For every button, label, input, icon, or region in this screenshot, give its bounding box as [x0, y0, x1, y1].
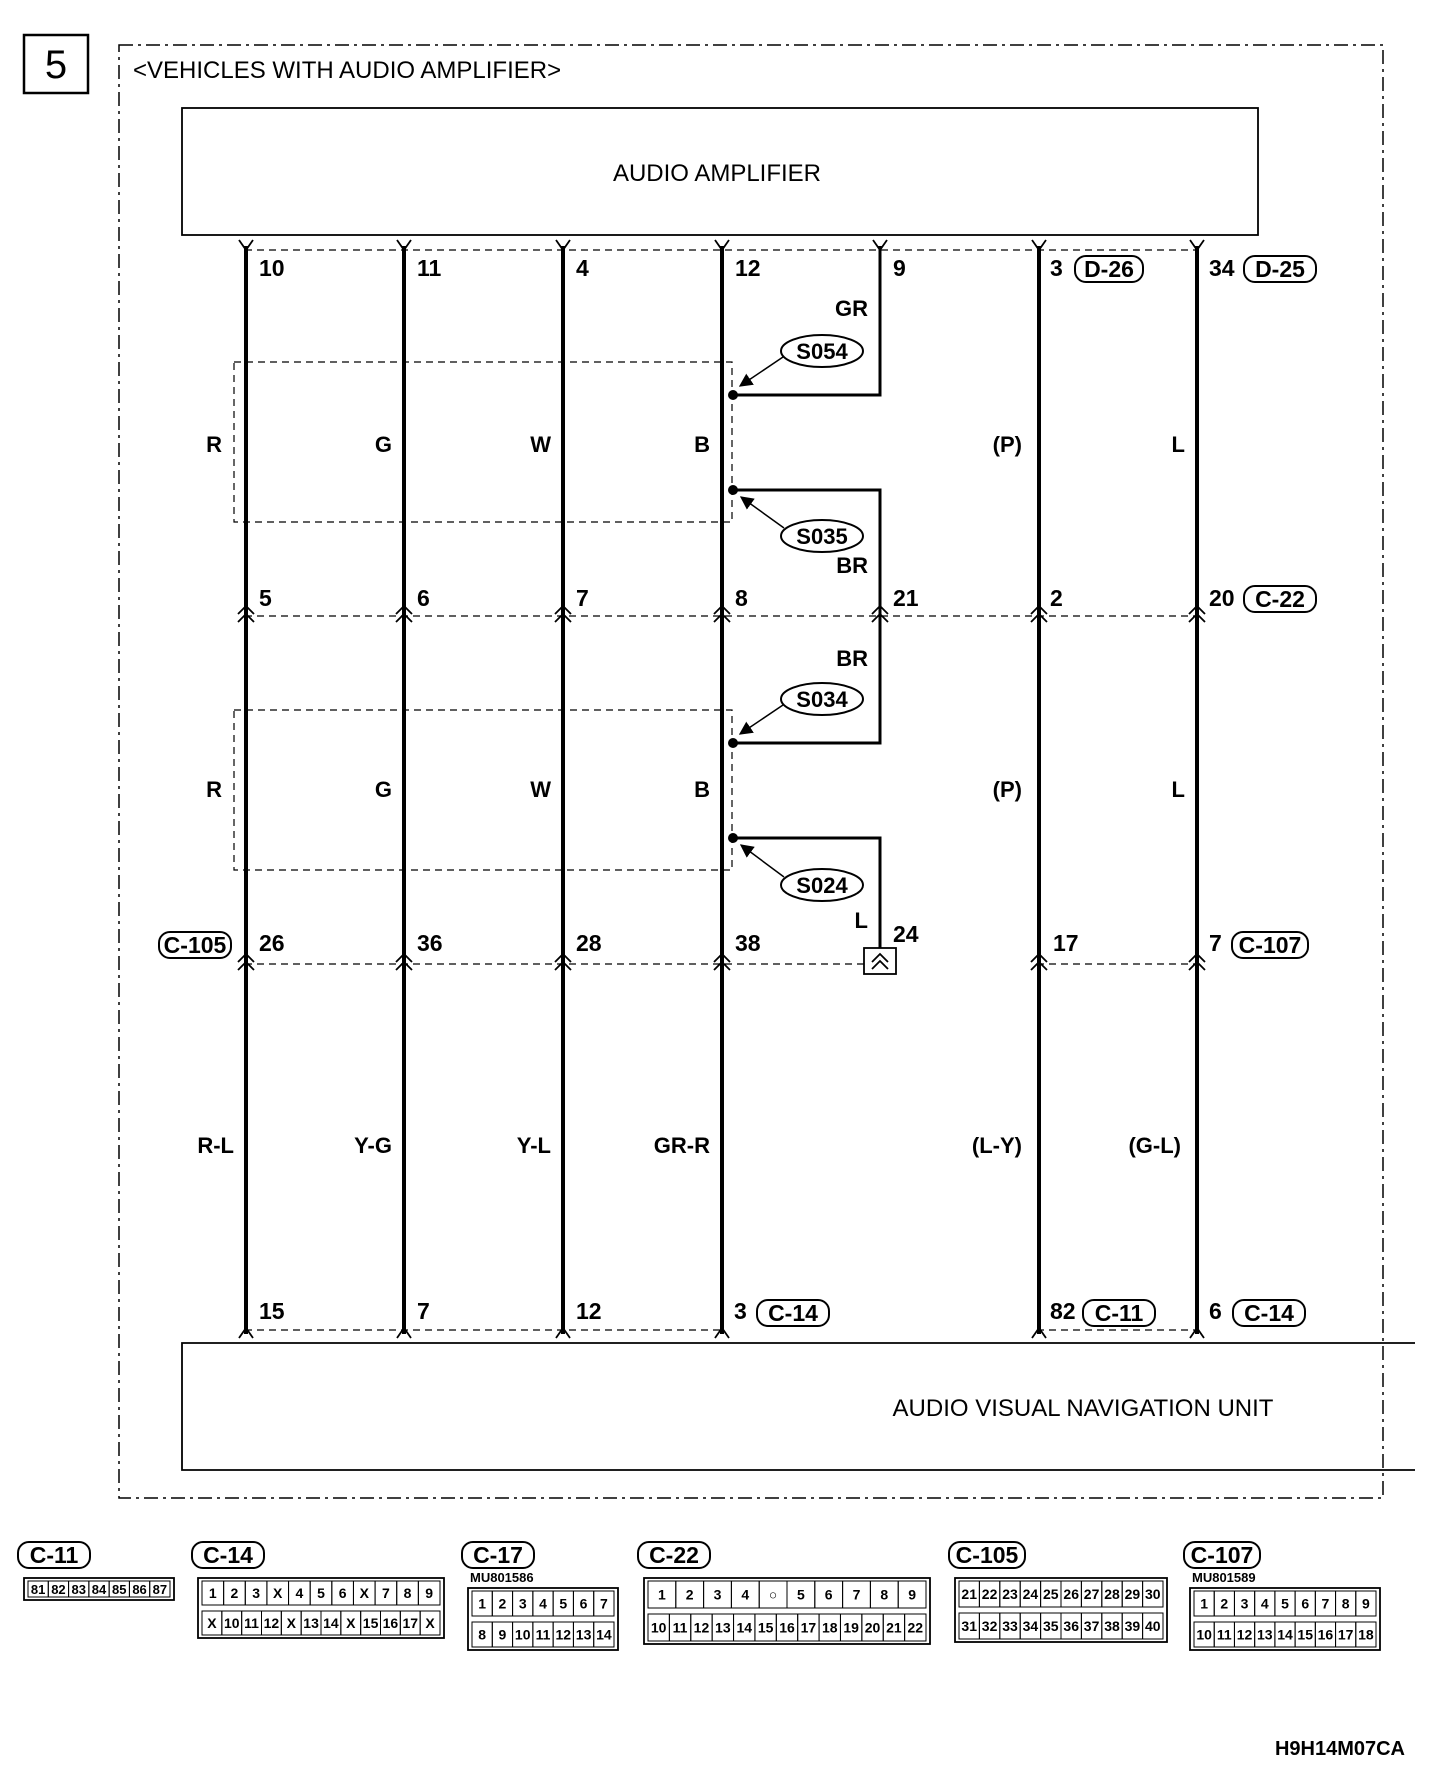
legend-pin-c-14-X: X	[286, 1615, 296, 1631]
legend-pin-c-105-35: 35	[1043, 1618, 1059, 1634]
legend-pin-c-107-1: 1	[1200, 1595, 1209, 1612]
shield-upper	[234, 362, 732, 522]
legend-pin-c-105-29: 29	[1124, 1586, 1141, 1602]
branch-s034	[731, 612, 880, 743]
c105-pin-26: 26	[259, 930, 285, 956]
splice-label-s054: S054	[796, 339, 848, 364]
color-lower-1: R	[206, 777, 222, 802]
legend-pin-c-105-26: 26	[1063, 1586, 1079, 1602]
nav-unit-label: AUDIO VISUAL NAVIGATION UNIT	[892, 1395, 1274, 1422]
legend-pin-c-107-6: 6	[1301, 1595, 1310, 1612]
splice-arrow-s034	[740, 705, 783, 734]
legend-pin-c-105-22: 22	[981, 1586, 998, 1602]
legend-pin-c-107-14: 14	[1277, 1626, 1293, 1643]
legend-pin-c-17-1: 1	[478, 1595, 487, 1612]
wire-color-labels	[197, 296, 1185, 1158]
legend-pin-c-11-87: 87	[152, 1582, 168, 1597]
splice-arrow-s024	[741, 845, 784, 877]
legend-pin-c-22-19: 19	[843, 1619, 859, 1636]
legend-pin-c-14-5: 5	[317, 1585, 325, 1601]
legend-pin-c-105-36: 36	[1063, 1618, 1079, 1634]
nav-pin-12: 12	[576, 1298, 602, 1324]
legend-pin-c-14-12: 12	[263, 1615, 280, 1631]
legend-pin-c-17-12: 12	[555, 1626, 572, 1643]
legend-pin-c-105-31: 31	[961, 1618, 977, 1634]
legend-pin-c-105-23: 23	[1002, 1586, 1018, 1602]
legend-pin-c-14-X: X	[273, 1585, 283, 1601]
amp-pin-34: 34	[1209, 255, 1235, 281]
legend-pin-c-22-16: 16	[779, 1619, 795, 1636]
legend-pin-c-22-18: 18	[821, 1619, 838, 1636]
c22-pin-2: 2	[1050, 585, 1063, 611]
legend-pin-c-105-39: 39	[1124, 1618, 1141, 1634]
color-branch-br-upper: BR	[836, 553, 868, 578]
legend-pin-c-107-8: 8	[1341, 1595, 1350, 1612]
color-upper-6: (P)	[992, 432, 1022, 457]
legend-pin-c-107-12: 12	[1236, 1626, 1253, 1643]
c105-pin-24: 24	[893, 921, 919, 947]
legend-pin-c-17-10: 10	[514, 1626, 531, 1643]
legend-pin-c-17-7: 7	[599, 1595, 608, 1612]
tag-nav-c11: C-11	[1094, 1300, 1144, 1326]
legend-pin-c-17-13: 13	[575, 1626, 592, 1643]
legend-pin-c-107-9: 9	[1361, 1595, 1370, 1612]
legend-pin-c-14-17: 17	[402, 1615, 419, 1631]
c105-pin-28: 28	[576, 930, 602, 956]
legend-pin-c-22-10: 10	[650, 1619, 667, 1636]
nav-pin-7: 7	[417, 1298, 430, 1324]
legend-pin-c-107-2: 2	[1220, 1595, 1229, 1612]
amp-pin-10: 10	[259, 255, 285, 281]
legend-pin-c-17-5: 5	[559, 1595, 568, 1612]
splice-arrow-s035	[741, 497, 784, 528]
legend-pin-c-107-10: 10	[1196, 1626, 1212, 1643]
legend-pin-c-14-7: 7	[382, 1585, 390, 1601]
legend-pin-c-17-8: 8	[478, 1626, 487, 1643]
color-upper-7: L	[1171, 432, 1185, 457]
tag-d26: D-26	[1084, 256, 1134, 282]
legend-pin-c-22-3: 3	[713, 1586, 722, 1603]
amp-pin-9: 9	[893, 255, 906, 281]
color-bottom-2: Y-G	[354, 1133, 392, 1158]
amp-pin-12: 12	[735, 255, 761, 281]
color-bottom-6: (L-Y)	[971, 1133, 1022, 1158]
term-amp-4	[715, 240, 729, 250]
legend-pin-c-105-25: 25	[1043, 1586, 1059, 1602]
legend-pin-c-105-27: 27	[1083, 1586, 1100, 1602]
legend-pin-c-22-5: 5	[797, 1586, 805, 1603]
legend-pin-c-107-18: 18	[1358, 1626, 1374, 1643]
legend-pin-c-14-10: 10	[223, 1615, 240, 1631]
amp-pin-11: 11	[417, 255, 442, 281]
legend-pin-c-14-X: X	[359, 1585, 369, 1601]
legend-pin-c-17-6: 6	[579, 1595, 588, 1612]
legend-pin-c-22-2: 2	[685, 1586, 694, 1603]
term-amp-3	[556, 240, 570, 250]
nav-pin-15: 15	[259, 1298, 285, 1324]
legend-pin-c-107-4: 4	[1260, 1595, 1269, 1612]
splice-dot-s024	[728, 833, 738, 843]
legend-pin-c-105-40: 40	[1145, 1618, 1161, 1634]
legend-part-c-107: MU801589	[1192, 1570, 1256, 1585]
legend-pin-c-14-4: 4	[295, 1585, 304, 1601]
splice-dot-s054	[728, 390, 738, 400]
legend-pin-c-22-7: 7	[852, 1586, 861, 1603]
splice-dot-s034	[728, 738, 738, 748]
color-bottom-3: Y-L	[516, 1133, 551, 1158]
legend-pin-c-17-14: 14	[596, 1626, 612, 1643]
c22-pin-21: 21	[893, 585, 919, 611]
legend-pin-c-105-34: 34	[1022, 1618, 1039, 1634]
legend-pin-c-22-15: 15	[757, 1619, 774, 1636]
legend-pin-c-22-13: 13	[715, 1619, 731, 1636]
legend-pin-c-22-22: 22	[907, 1619, 924, 1636]
color-upper-1: R	[206, 432, 222, 457]
shield-lower	[234, 710, 732, 870]
color-bottom-1: R-L	[197, 1133, 234, 1158]
legend-pin-c-11-84: 84	[91, 1582, 107, 1597]
legend-pin-c-107-7: 7	[1321, 1595, 1330, 1612]
legend-pin-c-14-14: 14	[323, 1615, 339, 1631]
splice-label-s034: S034	[796, 687, 848, 712]
legend-pin-c-22-14: 14	[736, 1619, 753, 1636]
term-amp-2	[397, 240, 411, 250]
legend-pin-c-105-32: 32	[981, 1618, 998, 1634]
legend-pin-c-14-X: X	[207, 1615, 217, 1631]
term-amp-1	[239, 240, 253, 250]
legend-pin-c-17-9: 9	[498, 1626, 507, 1643]
color-lower-7: L	[1171, 777, 1185, 802]
connector-tag-texts	[164, 256, 1305, 1326]
legend-pin-c-14-X: X	[346, 1615, 356, 1631]
c105-pin-38: 38	[735, 930, 761, 956]
c107-pin-17: 17	[1053, 930, 1079, 956]
legend-part-c-17: MU801586	[470, 1570, 534, 1585]
legend-pin-c-14-11: 11	[244, 1615, 259, 1631]
legend-pin-c-14-2: 2	[230, 1585, 239, 1601]
c107-pin-7: 7	[1209, 930, 1222, 956]
color-upper-3: W	[530, 432, 551, 457]
color-branch-br-lower: BR	[836, 646, 868, 671]
legend-pin-c-22-4: 4	[741, 1586, 750, 1603]
amp-pin-3: 3	[1050, 255, 1063, 281]
legend-pin-c-107-5: 5	[1281, 1595, 1289, 1612]
legend-pin-c-22-11: 11	[672, 1619, 688, 1636]
legend-pin-c-105-37: 37	[1083, 1618, 1100, 1634]
color-upper-4: B	[694, 432, 710, 457]
legend-pin-c-22-8: 8	[880, 1586, 889, 1603]
legend-pin-c-22-20: 20	[864, 1619, 881, 1636]
color-lower-6: (P)	[992, 777, 1022, 802]
c22-pin-6: 6	[417, 585, 430, 611]
color-lower-4: B	[694, 777, 710, 802]
legend-pin-c-14-3: 3	[252, 1585, 260, 1601]
term-amp-6	[1032, 240, 1046, 250]
color-bottom-7: (G-L)	[1128, 1133, 1181, 1158]
legend-pin-c-105-38: 38	[1104, 1618, 1120, 1634]
legend-pin-c-22-○: ○	[768, 1586, 778, 1603]
legend-pin-c-22-6: 6	[824, 1586, 833, 1603]
legend-pin-c-14-6: 6	[338, 1585, 347, 1601]
legend-pin-c-105-30: 30	[1145, 1586, 1161, 1602]
splice-dot-s035	[728, 485, 738, 495]
term-amp-7	[1190, 240, 1204, 250]
legend-pin-c-107-3: 3	[1240, 1595, 1249, 1612]
figure-code: H9H14M07CA	[1274, 1738, 1405, 1760]
legend-tag-c-14: C-14	[203, 1542, 253, 1568]
splice-labels	[740, 335, 863, 901]
legend-pin-c-17-2: 2	[498, 1595, 507, 1612]
color-lower-3: W	[530, 777, 551, 802]
legend-pin-c-11-85: 85	[112, 1582, 127, 1597]
tag-c22: C-22	[1255, 586, 1305, 612]
legend-pin-c-105-21: 21	[961, 1586, 977, 1602]
legend-tag-c-22: C-22	[649, 1542, 699, 1568]
legend-tag-c-17: C-17	[473, 1542, 523, 1568]
page-number: 5	[44, 43, 68, 87]
color-branch-gr: GR	[835, 296, 868, 321]
legend-pin-c-14-13: 13	[303, 1615, 319, 1631]
nav-pin-6: 6	[1209, 1298, 1222, 1324]
legend-pin-c-107-11: 11	[1216, 1626, 1232, 1643]
splice-arrow-s054	[740, 357, 783, 386]
connector-tag-frames	[159, 256, 1316, 1326]
color-branch-l: L	[854, 908, 868, 933]
tag-c107: C-107	[1238, 932, 1302, 958]
splice-label-s035: S035	[796, 524, 848, 549]
tag-nav-c14-a: C-14	[768, 1300, 818, 1326]
legend-pin-c-22-12: 12	[693, 1619, 710, 1636]
legend-pin-c-14-8: 8	[403, 1585, 412, 1601]
color-upper-2: G	[374, 432, 392, 457]
connector-legend	[18, 1542, 1380, 1650]
tag-c105: C-105	[163, 932, 227, 958]
legend-tag-c-11: C-11	[29, 1542, 79, 1568]
legend-pin-c-107-15: 15	[1297, 1626, 1314, 1643]
variant-label: <VEHICLES WITH AUDIO AMPLIFIER>	[133, 57, 562, 84]
legend-pin-c-17-4: 4	[539, 1595, 547, 1612]
legend-pin-c-107-16: 16	[1317, 1626, 1334, 1643]
legend-pin-c-14-9: 9	[425, 1585, 434, 1601]
legend-pin-c-105-28: 28	[1104, 1586, 1120, 1602]
audio-amplifier-label: AUDIO AMPLIFIER	[612, 160, 822, 187]
legend-pin-c-22-9: 9	[908, 1586, 916, 1603]
tag-nav-c14-b: C-14	[1244, 1300, 1294, 1326]
legend-pin-c-14-16: 16	[382, 1615, 399, 1631]
c22-pin-5: 5	[259, 585, 272, 611]
legend-pin-c-14-1: 1	[208, 1585, 217, 1601]
legend-pin-c-22-1: 1	[658, 1586, 666, 1603]
legend-pin-c-22-21: 21	[886, 1619, 902, 1636]
legend-pin-c-105-24: 24	[1022, 1586, 1039, 1602]
tag-d25: D-25	[1255, 256, 1305, 282]
legend-pin-c-105-33: 33	[1002, 1618, 1018, 1634]
legend-pin-c-11-83: 83	[71, 1582, 86, 1597]
legend-pin-c-17-3: 3	[518, 1595, 527, 1612]
legend-tag-c-107: C-107	[1190, 1542, 1254, 1568]
c22-pin-7: 7	[576, 585, 589, 611]
splice-label-s024: S024	[796, 873, 848, 898]
c22-pin-20: 20	[1209, 585, 1235, 611]
legend-pin-c-14-X: X	[425, 1615, 435, 1631]
legend-pin-c-11-86: 86	[132, 1582, 147, 1597]
amp-pin-4: 4	[576, 255, 589, 281]
color-bottom-4: GR-R	[653, 1133, 710, 1158]
legend-tag-c-105: C-105	[955, 1542, 1019, 1568]
legend-pin-c-11-81: 81	[30, 1582, 46, 1597]
legend-pin-c-107-13: 13	[1256, 1626, 1273, 1643]
legend-pin-c-107-17: 17	[1337, 1626, 1354, 1643]
nav-pin-3: 3	[734, 1298, 747, 1324]
nav-pin-82: 82	[1050, 1298, 1076, 1324]
legend-pin-c-11-82: 82	[51, 1582, 66, 1597]
c105-pin-36: 36	[417, 930, 443, 956]
c22-pin-8: 8	[735, 585, 748, 611]
legend-pin-c-22-17: 17	[800, 1619, 817, 1636]
term-amp-5	[873, 240, 887, 250]
color-lower-2: G	[374, 777, 392, 802]
legend-pin-c-14-15: 15	[362, 1615, 379, 1631]
legend-pin-c-17-11: 11	[535, 1626, 551, 1643]
